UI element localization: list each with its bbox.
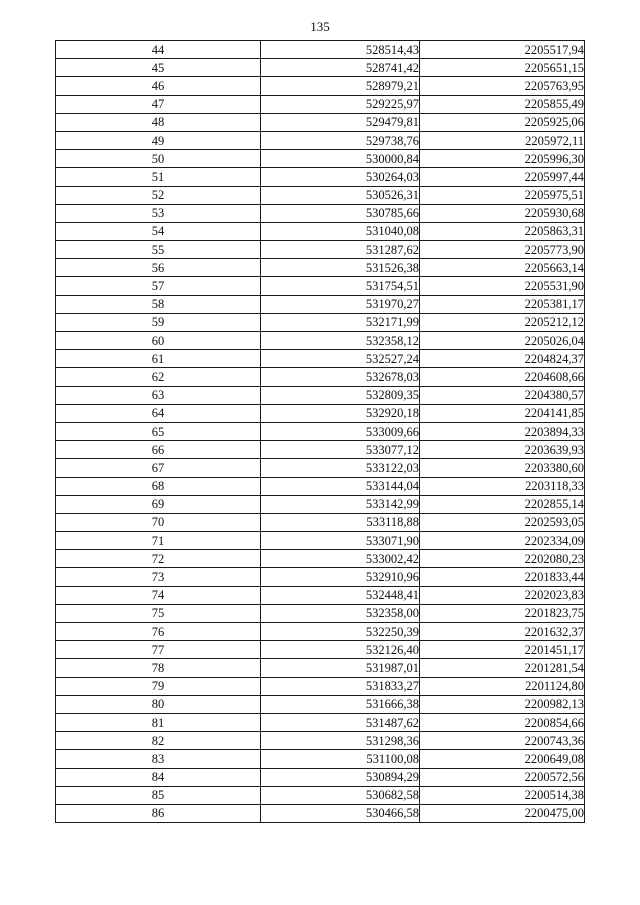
y-coordinate-cell: 2205996,30 — [420, 150, 585, 168]
point-number-cell: 51 — [56, 168, 261, 186]
x-coordinate-cell: 529225,97 — [261, 95, 420, 113]
point-number-cell: 74 — [56, 586, 261, 604]
coordinates-table-body — [56, 41, 585, 823]
point-number-cell: 50 — [56, 150, 261, 168]
y-coordinate-cell: 2200514,38 — [420, 786, 585, 804]
point-number-cell: 86 — [56, 804, 261, 822]
table-row — [56, 332, 585, 350]
table-row — [56, 113, 585, 131]
point-number-cell: 83 — [56, 750, 261, 768]
y-coordinate-cell: 2205997,44 — [420, 168, 585, 186]
point-number-cell: 48 — [56, 113, 261, 131]
point-number-cell: 75 — [56, 604, 261, 622]
point-number-cell: 79 — [56, 677, 261, 695]
point-number-cell: 68 — [56, 477, 261, 495]
table-row — [56, 604, 585, 622]
x-coordinate-cell: 533077,12 — [261, 441, 420, 459]
table-row — [56, 477, 585, 495]
y-coordinate-cell: 2204141,85 — [420, 404, 585, 422]
x-coordinate-cell: 528741,42 — [261, 59, 420, 77]
y-coordinate-cell: 2205517,94 — [420, 41, 585, 59]
x-coordinate-cell: 531833,27 — [261, 677, 420, 695]
point-number-cell: 54 — [56, 222, 261, 240]
x-coordinate-cell: 529479,81 — [261, 113, 420, 131]
table-row — [56, 513, 585, 531]
y-coordinate-cell: 2205855,49 — [420, 95, 585, 113]
table-row — [56, 95, 585, 113]
y-coordinate-cell: 2205026,04 — [420, 332, 585, 350]
table-row — [56, 295, 585, 313]
y-coordinate-cell: 2205212,12 — [420, 313, 585, 331]
y-coordinate-cell: 2205763,95 — [420, 77, 585, 95]
coordinates-table — [55, 40, 585, 823]
x-coordinate-cell: 532678,03 — [261, 368, 420, 386]
table-row — [56, 422, 585, 440]
y-coordinate-cell: 2203380,60 — [420, 459, 585, 477]
point-number-cell: 81 — [56, 713, 261, 731]
point-number-cell: 46 — [56, 77, 261, 95]
point-number-cell: 62 — [56, 368, 261, 386]
y-coordinate-cell: 2201833,44 — [420, 568, 585, 586]
x-coordinate-cell: 532809,35 — [261, 386, 420, 404]
table-row — [56, 786, 585, 804]
table-row — [56, 241, 585, 259]
y-coordinate-cell: 2201281,54 — [420, 659, 585, 677]
y-coordinate-cell: 2203639,93 — [420, 441, 585, 459]
point-number-cell: 85 — [56, 786, 261, 804]
point-number-cell: 49 — [56, 131, 261, 149]
y-coordinate-cell: 2201124,80 — [420, 677, 585, 695]
table-row — [56, 131, 585, 149]
table-row — [56, 659, 585, 677]
point-number-cell: 63 — [56, 386, 261, 404]
point-number-cell: 45 — [56, 59, 261, 77]
x-coordinate-cell: 531970,27 — [261, 295, 420, 313]
y-coordinate-cell: 2204824,37 — [420, 350, 585, 368]
page-number: 135 — [310, 19, 330, 34]
x-coordinate-cell: 533071,90 — [261, 532, 420, 550]
point-number-cell: 73 — [56, 568, 261, 586]
x-coordinate-cell: 532920,18 — [261, 404, 420, 422]
y-coordinate-cell: 2205930,68 — [420, 204, 585, 222]
table-row — [56, 750, 585, 768]
y-coordinate-cell: 2205972,11 — [420, 131, 585, 149]
y-coordinate-cell: 2205863,31 — [420, 222, 585, 240]
x-coordinate-cell: 528979,21 — [261, 77, 420, 95]
point-number-cell: 61 — [56, 350, 261, 368]
x-coordinate-cell: 532250,39 — [261, 623, 420, 641]
point-number-cell: 64 — [56, 404, 261, 422]
y-coordinate-cell: 2205773,90 — [420, 241, 585, 259]
table-row — [56, 532, 585, 550]
table-row — [56, 222, 585, 240]
y-coordinate-cell: 2200649,08 — [420, 750, 585, 768]
y-coordinate-cell: 2201632,37 — [420, 623, 585, 641]
table-row — [56, 441, 585, 459]
point-number-cell: 82 — [56, 732, 261, 750]
y-coordinate-cell: 2203894,33 — [420, 422, 585, 440]
y-coordinate-cell: 2205651,15 — [420, 59, 585, 77]
table-row — [56, 586, 585, 604]
table-row — [56, 41, 585, 59]
table-row — [56, 768, 585, 786]
y-coordinate-cell: 2200982,13 — [420, 695, 585, 713]
table-row — [56, 186, 585, 204]
x-coordinate-cell: 532358,00 — [261, 604, 420, 622]
table-row — [56, 550, 585, 568]
table-row — [56, 313, 585, 331]
point-number-cell: 55 — [56, 241, 261, 259]
table-row — [56, 713, 585, 731]
y-coordinate-cell: 2205531,90 — [420, 277, 585, 295]
y-coordinate-cell: 2200854,66 — [420, 713, 585, 731]
point-number-cell: 69 — [56, 495, 261, 513]
y-coordinate-cell: 2200572,56 — [420, 768, 585, 786]
x-coordinate-cell: 530264,03 — [261, 168, 420, 186]
point-number-cell: 78 — [56, 659, 261, 677]
point-number-cell: 59 — [56, 313, 261, 331]
x-coordinate-cell: 531287,62 — [261, 241, 420, 259]
x-coordinate-cell: 532126,40 — [261, 641, 420, 659]
y-coordinate-cell: 2203118,33 — [420, 477, 585, 495]
table-row — [56, 404, 585, 422]
x-coordinate-cell: 533009,66 — [261, 422, 420, 440]
y-coordinate-cell: 2201823,75 — [420, 604, 585, 622]
table-row — [56, 732, 585, 750]
y-coordinate-cell: 2205663,14 — [420, 259, 585, 277]
y-coordinate-cell: 2200475,00 — [420, 804, 585, 822]
x-coordinate-cell: 533142,99 — [261, 495, 420, 513]
x-coordinate-cell: 531100,08 — [261, 750, 420, 768]
table-row — [56, 77, 585, 95]
x-coordinate-cell: 533118,88 — [261, 513, 420, 531]
x-coordinate-cell: 529738,76 — [261, 131, 420, 149]
x-coordinate-cell: 531298,36 — [261, 732, 420, 750]
table-row — [56, 695, 585, 713]
point-number-cell: 56 — [56, 259, 261, 277]
point-number-cell: 47 — [56, 95, 261, 113]
x-coordinate-cell: 530894,29 — [261, 768, 420, 786]
point-number-cell: 44 — [56, 41, 261, 59]
x-coordinate-cell: 530526,31 — [261, 186, 420, 204]
table-row — [56, 204, 585, 222]
y-coordinate-cell: 2201451,17 — [420, 641, 585, 659]
table-row — [56, 677, 585, 695]
y-coordinate-cell: 2204608,66 — [420, 368, 585, 386]
point-number-cell: 60 — [56, 332, 261, 350]
y-coordinate-cell: 2202334,09 — [420, 532, 585, 550]
x-coordinate-cell: 530466,58 — [261, 804, 420, 822]
point-number-cell: 72 — [56, 550, 261, 568]
table-row — [56, 168, 585, 186]
point-number-cell: 52 — [56, 186, 261, 204]
x-coordinate-cell: 528514,43 — [261, 41, 420, 59]
x-coordinate-cell: 532171,99 — [261, 313, 420, 331]
point-number-cell: 70 — [56, 513, 261, 531]
table-row — [56, 259, 585, 277]
table-row — [56, 150, 585, 168]
table-row — [56, 277, 585, 295]
table-row — [56, 459, 585, 477]
y-coordinate-cell: 2202080,23 — [420, 550, 585, 568]
table-row — [56, 495, 585, 513]
table-row — [56, 804, 585, 822]
x-coordinate-cell: 532910,96 — [261, 568, 420, 586]
x-coordinate-cell: 532448,41 — [261, 586, 420, 604]
table-row — [56, 59, 585, 77]
x-coordinate-cell: 531487,62 — [261, 713, 420, 731]
x-coordinate-cell: 531754,51 — [261, 277, 420, 295]
y-coordinate-cell: 2205925,06 — [420, 113, 585, 131]
y-coordinate-cell: 2202593,05 — [420, 513, 585, 531]
x-coordinate-cell: 530000,84 — [261, 150, 420, 168]
x-coordinate-cell: 532358,12 — [261, 332, 420, 350]
x-coordinate-cell: 531040,08 — [261, 222, 420, 240]
table-row — [56, 350, 585, 368]
x-coordinate-cell: 532527,24 — [261, 350, 420, 368]
table-row — [56, 368, 585, 386]
point-number-cell: 53 — [56, 204, 261, 222]
y-coordinate-cell: 2200743,36 — [420, 732, 585, 750]
y-coordinate-cell: 2202023,83 — [420, 586, 585, 604]
x-coordinate-cell: 531987,01 — [261, 659, 420, 677]
x-coordinate-cell: 533122,03 — [261, 459, 420, 477]
point-number-cell: 57 — [56, 277, 261, 295]
point-number-cell: 77 — [56, 641, 261, 659]
point-number-cell: 84 — [56, 768, 261, 786]
y-coordinate-cell: 2204380,57 — [420, 386, 585, 404]
x-coordinate-cell: 530785,66 — [261, 204, 420, 222]
point-number-cell: 58 — [56, 295, 261, 313]
x-coordinate-cell: 531666,38 — [261, 695, 420, 713]
y-coordinate-cell: 2205975,51 — [420, 186, 585, 204]
point-number-cell: 71 — [56, 532, 261, 550]
x-coordinate-cell: 533144,04 — [261, 477, 420, 495]
point-number-cell: 76 — [56, 623, 261, 641]
x-coordinate-cell: 531526,38 — [261, 259, 420, 277]
table-row — [56, 623, 585, 641]
point-number-cell: 66 — [56, 441, 261, 459]
point-number-cell: 80 — [56, 695, 261, 713]
x-coordinate-cell: 533002,42 — [261, 550, 420, 568]
table-row — [56, 386, 585, 404]
x-coordinate-cell: 530682,58 — [261, 786, 420, 804]
y-coordinate-cell: 2205381,17 — [420, 295, 585, 313]
table-row — [56, 641, 585, 659]
y-coordinate-cell: 2202855,14 — [420, 495, 585, 513]
table-row — [56, 568, 585, 586]
point-number-cell: 67 — [56, 459, 261, 477]
point-number-cell: 65 — [56, 422, 261, 440]
